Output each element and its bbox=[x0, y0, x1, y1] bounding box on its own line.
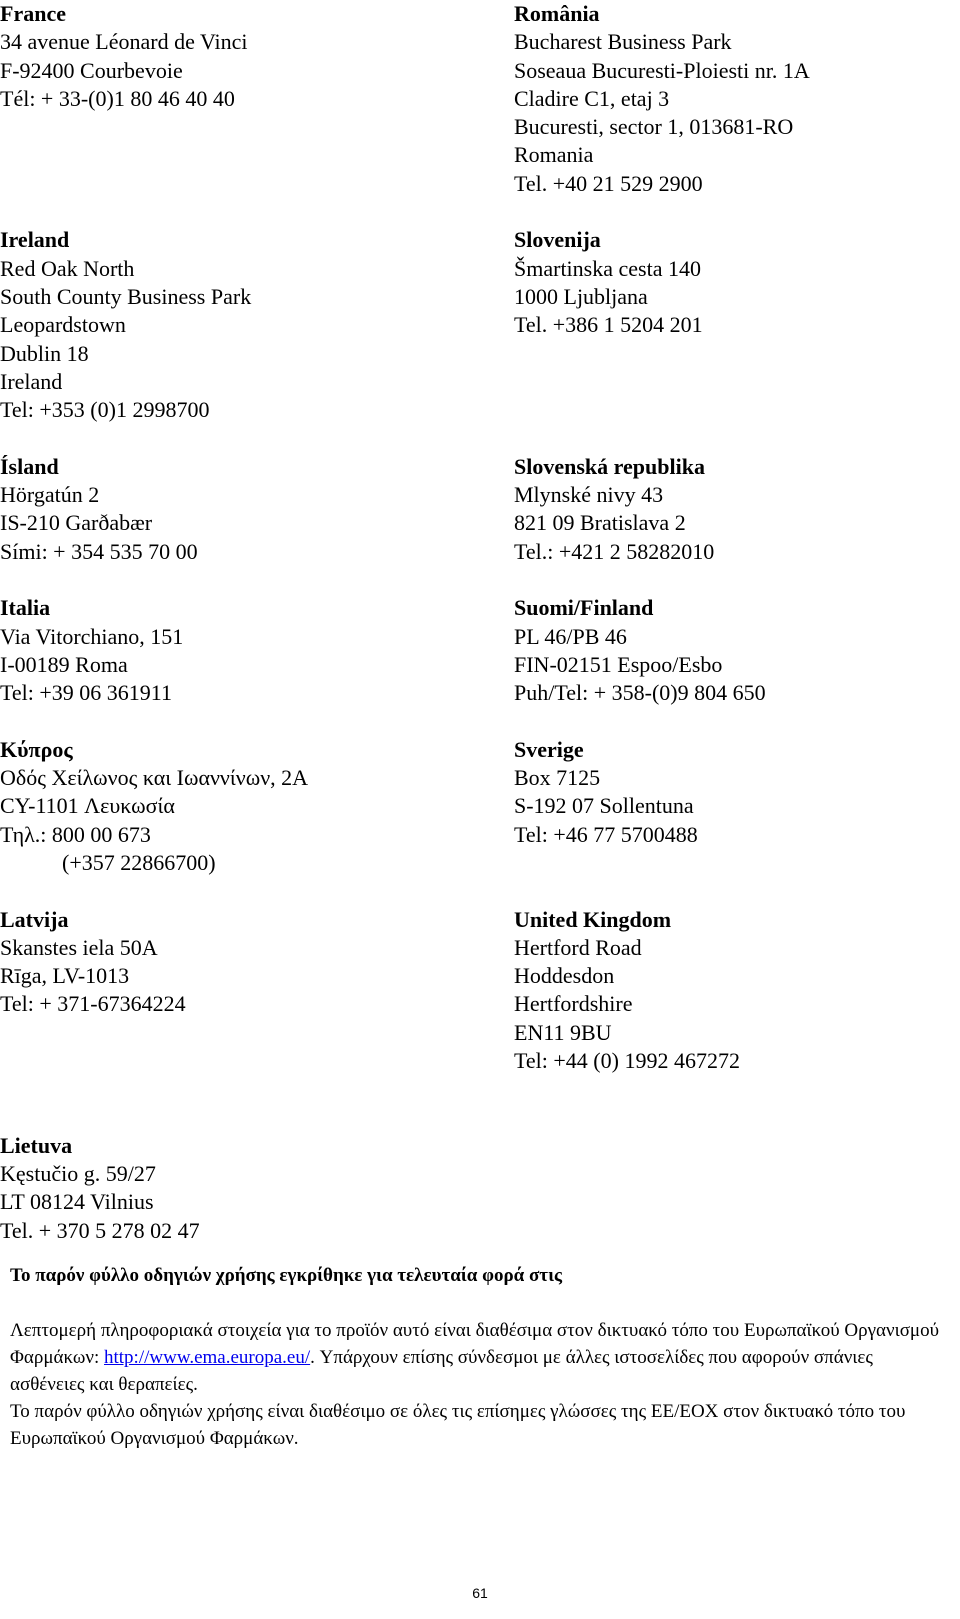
address-line: Rīga, LV-1013 bbox=[0, 963, 130, 989]
country-heading: France bbox=[0, 1, 66, 26]
address-line: Tel.: +421 2 58282010 bbox=[514, 538, 715, 564]
address-line: Bucharest Business Park bbox=[514, 29, 732, 55]
address-line: Sími: + 354 535 70 00 bbox=[0, 538, 198, 564]
address-line: Tel: +46 77 5700488 bbox=[514, 821, 698, 847]
country-heading: Suomi/Finland bbox=[514, 595, 654, 621]
address-line: I-00189 Roma bbox=[0, 651, 128, 677]
approval-heading: Το παρόν φύλλο οδηγιών χρήσης εγκρίθηκε για τελευταία φορά στις bbox=[10, 1265, 562, 1286]
address-line: FIN-02151 Espoo/Esbo bbox=[514, 651, 723, 677]
address-line: Tel: + 371-67364224 bbox=[0, 991, 186, 1017]
address-line: Tel: +39 06 361911 bbox=[0, 680, 172, 706]
address-line: Tél: + 33-(0)1 80 46 40 40 bbox=[0, 85, 235, 111]
info-text-end: . Υπάρχουν επίσης σύνδεσμοι με άλλες ιστοσελίδες που αφορούν σπάνιες ασθένειες και θεραπείες. bbox=[10, 1347, 873, 1395]
address-line: S-192 07 Sollentuna bbox=[514, 793, 694, 819]
country-heading: Ísland bbox=[0, 453, 59, 479]
country-heading: Slovenská republika bbox=[514, 453, 705, 479]
ema-website-link[interactable]: http://www.ema.europa.eu/ bbox=[104, 1347, 311, 1368]
leaflet-notice bbox=[10, 1262, 950, 1452]
right-address-column bbox=[514, 0, 960, 1075]
address-line: Tel. +40 21 529 2900 bbox=[514, 170, 703, 196]
address-line: Soseaua Bucuresti-Ploiesti nr. 1A bbox=[514, 57, 810, 83]
address-line: IS-210 Garðabær bbox=[0, 510, 153, 536]
address-line: 821 09 Bratislava 2 bbox=[514, 510, 686, 536]
country-heading: Sverige bbox=[514, 736, 584, 762]
address-line: Cladire C1, etaj 3 bbox=[514, 85, 670, 111]
address-line: Mlynské nivy 43 bbox=[514, 482, 664, 508]
country-heading: United Kingdom bbox=[514, 906, 672, 932]
info-text-start: Λεπτομερή πληροφοριακά στοιχεία για το προϊόν αυτό είναι διαθέσιμα στον δικτυακό τόπο του Ευρωπαϊκού Οργανισμού Φαρμάκων: bbox=[10, 1320, 940, 1368]
address-line: Puh/Tel: + 358-(0)9 804 650 bbox=[514, 680, 766, 706]
address-line: South County Business Park bbox=[0, 283, 252, 309]
address-line: Leopardstown bbox=[0, 312, 126, 338]
address-line: Hertford Road bbox=[514, 934, 642, 960]
address-line: Bucuresti, sector 1, 013681-RO bbox=[514, 114, 794, 140]
address-line: Romania bbox=[514, 142, 594, 168]
address-line: Šmartinska cesta 140 bbox=[514, 255, 701, 281]
address-line: Hoddesdon bbox=[514, 963, 615, 989]
address-line: Dublin 18 bbox=[0, 340, 89, 366]
address-line: Τηλ.: 800 00 673 bbox=[0, 821, 151, 847]
info-paragraph bbox=[10, 1317, 950, 1398]
address-line: Hörgatún 2 bbox=[0, 482, 100, 508]
address-line: 34 avenue Léonard de Vinci bbox=[0, 29, 248, 55]
address-line: 1000 Ljubljana bbox=[514, 283, 648, 309]
address-line: PL 46/PB 46 bbox=[514, 623, 627, 649]
address-line: Tel: +353 (0)1 2998700 bbox=[0, 397, 210, 423]
country-heading: Italia bbox=[0, 595, 51, 621]
address-line: Tel: +44 (0) 1992 467272 bbox=[514, 1047, 740, 1073]
country-heading: Latvija bbox=[0, 906, 69, 932]
address-line: (+357 22866700) bbox=[62, 849, 216, 875]
address-line: F-92400 Courbevoie bbox=[0, 57, 183, 83]
address-line: Box 7125 bbox=[514, 765, 601, 791]
left-address-column bbox=[0, 0, 460, 1245]
address-line: Skanstes iela 50A bbox=[0, 934, 158, 960]
address-line: EN11 9BU bbox=[514, 1019, 612, 1045]
country-heading: Κύπρος bbox=[0, 736, 73, 762]
country-heading: Lietuva bbox=[0, 1132, 73, 1158]
languages-paragraph: Το παρόν φύλλο οδηγιών χρήσης είναι διαθέσιμο σε όλες τις επίσημες γλώσσες της ΕΕ/ΕΟΧ στον δικτυακό τόπο του Ευρωπαϊκού Οργανισμού Φαρμάκων. bbox=[10, 1401, 906, 1449]
country-heading: România bbox=[514, 1, 600, 26]
address-line: Kęstučio g. 59/27 bbox=[0, 1161, 156, 1187]
page-number: 61 bbox=[472, 1585, 488, 1601]
address-line: Tel. +386 1 5204 201 bbox=[514, 312, 703, 338]
address-line: Red Oak North bbox=[0, 255, 135, 281]
address-line: Ireland bbox=[0, 368, 63, 394]
country-heading: Slovenija bbox=[514, 227, 601, 253]
address-line: CY-1101 Λευκωσία bbox=[0, 793, 175, 819]
address-line: LT 08124 Vilnius bbox=[0, 1189, 154, 1215]
address-line: Via Vitorchiano, 151 bbox=[0, 623, 184, 649]
address-line: Tel. + 370 5 278 02 47 bbox=[0, 1217, 200, 1243]
address-line: Οδός Χείλωνος και Ιωαννίνων, 2Α bbox=[0, 765, 309, 791]
country-heading: Ireland bbox=[0, 227, 70, 253]
address-line: Hertfordshire bbox=[514, 991, 633, 1017]
